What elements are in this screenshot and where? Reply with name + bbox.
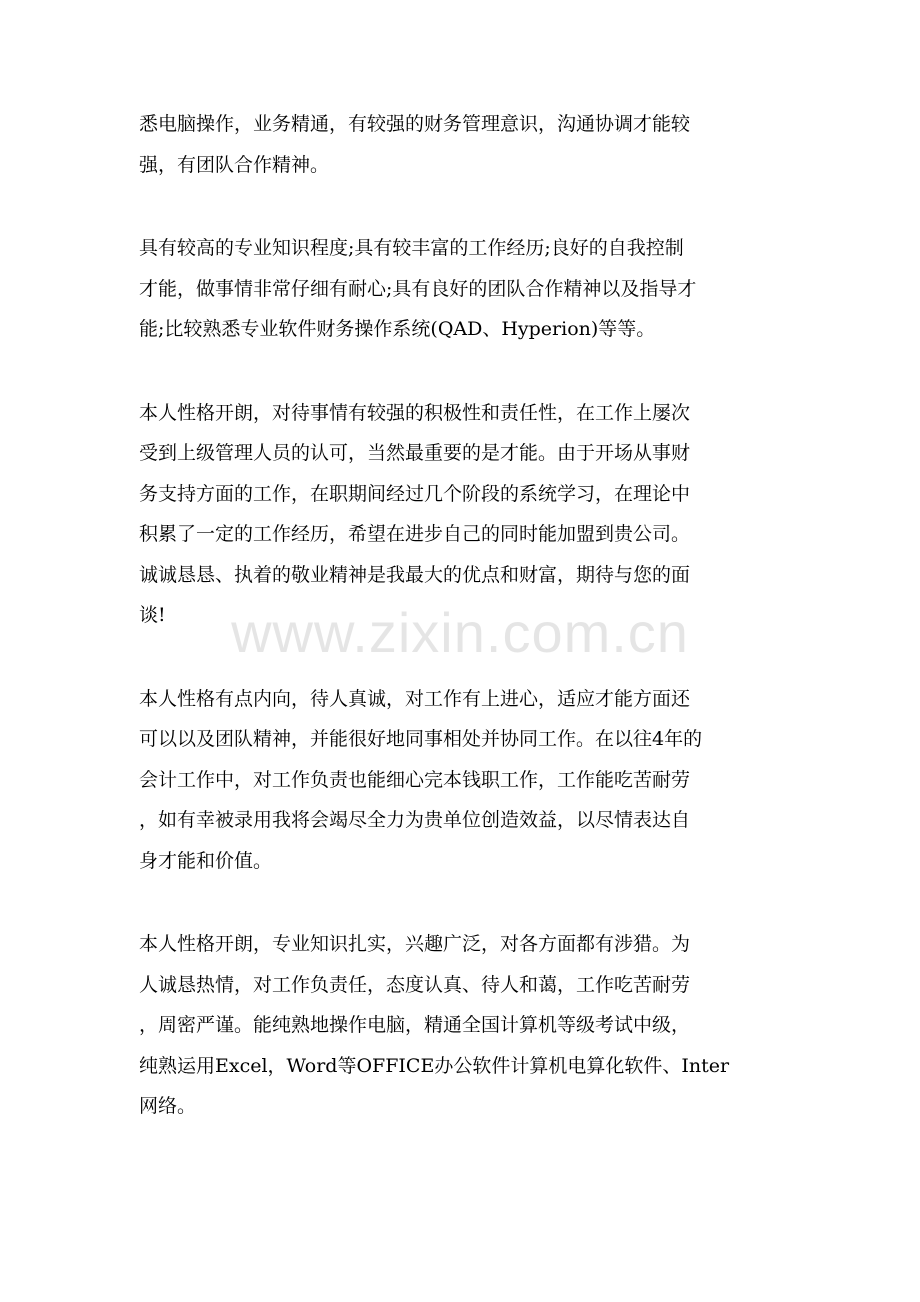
text-line: 能;比较熟悉专业软件财务操作系统(QAD、Hyperion)等等。 [139,318,656,340]
text-line: 人诚恳热情，对工作负责任，态度认真、待人和蔼，工作吃苦耐劳 [139,973,691,996]
text-line: 纯熟运用Excel，Word等OFFICE办公软件计算机电算化软件、Inter [139,1054,730,1077]
text-line: 才能，做事情非常仔细有耐心;具有良好的团队合作精神以及指导才 [139,277,697,300]
watermark: www.zixin.com.cn [231,601,689,664]
text-line: 诚诚恳恳、执着的敬业精神是我最大的优点和财富，期待与您的面 [139,563,691,586]
text-line: 本人性格开朗，对待事情有较强的积极性和责任性，在工作上屡次 [139,401,691,424]
paragraph-3 [139,393,779,636]
paragraph-4 [139,679,779,882]
text-line: 网络。 [139,1095,197,1117]
text-line: 身才能和价值。 [139,849,273,872]
text-line: 强，有团队合作精神。 [139,153,330,176]
text-line: 可以以及团队精神，并能很好地同事相处并协同工作。在以往4年的 [139,728,703,750]
text-line: 谈! [139,604,166,626]
paragraph-1 [139,104,779,185]
text-line: 会计工作中，对工作负责也能细心完本钱职工作，工作能吃苦耐劳 [139,768,691,791]
text-line: 务支持方面的工作，在职期间经过几个阶段的系统学习，在理论中 [139,482,691,505]
text-line: 本人性格有点内向，待人真诚，对工作有上进心，适应才能方面还 [139,687,691,710]
text-line: 受到上级管理人员的认可，当然最重要的是才能。由于开场从事财 [139,442,691,464]
text-line: ，周密严谨。能纯熟地操作电脑，精通全国计算机等级考试中级， [139,1014,691,1036]
text-line: 积累了一定的工作经历，希望在进步自己的同时能加盟到贵公司。 [139,523,691,545]
paragraph-5 [139,924,779,1127]
text-line: ，如有幸被录用我将会竭尽全力为贵单位创造效益，以尽情表达自 [139,809,691,831]
text-line: 具有较高的专业知识程度;具有较丰富的工作经历;良好的自我控制 [139,237,684,259]
text-line: 悉电脑操作，业务精通，有较强的财务管理意识，沟通协调才能较 [139,113,691,135]
paragraph-2 [139,228,779,350]
document-body [139,104,779,1170]
text-line: 本人性格开朗，专业知识扎实，兴趣广泛，对各方面都有涉猎。为 [139,933,691,955]
